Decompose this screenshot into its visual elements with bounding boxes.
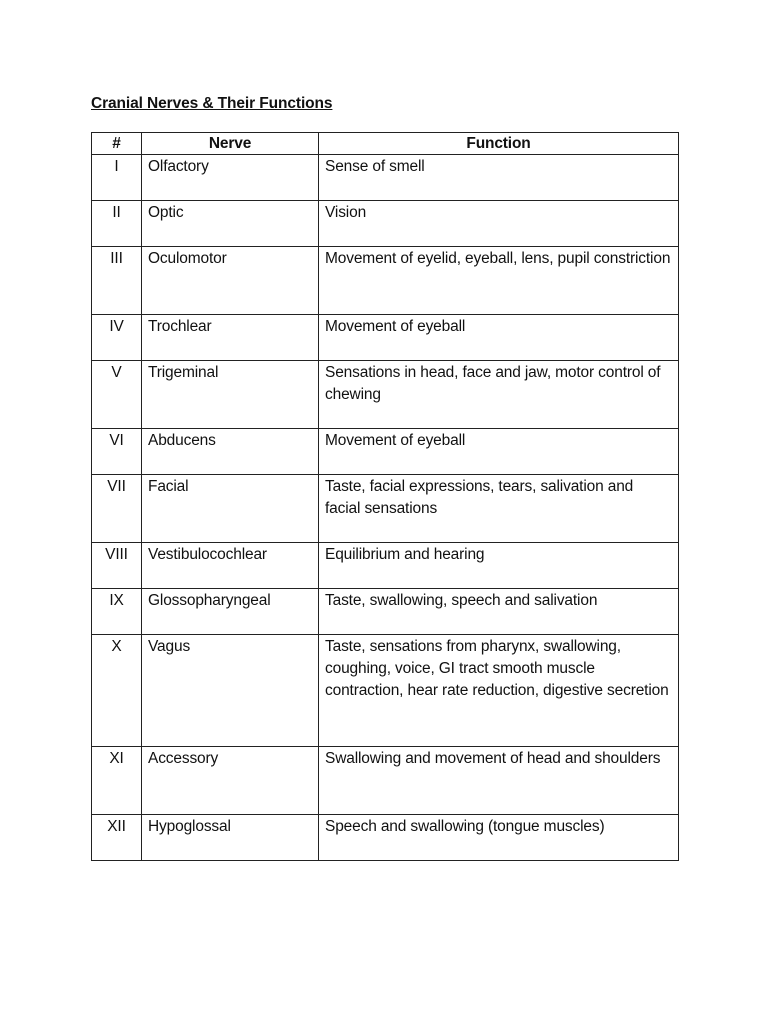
nerve-number: VI xyxy=(92,429,142,475)
nerve-name: Vagus xyxy=(142,635,319,747)
table-row xyxy=(92,155,679,201)
table-row xyxy=(92,201,679,247)
nerve-name: Trigeminal xyxy=(142,361,319,429)
cranial-nerves-table xyxy=(91,132,679,861)
table-header-row xyxy=(92,133,679,155)
nerve-function: Movement of eyeball xyxy=(319,315,679,361)
table-row xyxy=(92,747,679,815)
nerve-name: Optic xyxy=(142,201,319,247)
nerve-function: Taste, sensations from pharynx, swallowing, coughing, voice, GI tract smooth muscle contraction, hear rate reduction, digestive secretion xyxy=(319,635,679,747)
nerve-function: Movement of eyeball xyxy=(319,429,679,475)
nerve-name: Glossopharyngeal xyxy=(142,589,319,635)
nerve-function: Swallowing and movement of head and shoulders xyxy=(319,747,679,815)
nerve-number: II xyxy=(92,201,142,247)
table-row xyxy=(92,815,679,861)
nerve-number: X xyxy=(92,635,142,747)
header-function: Function xyxy=(319,133,679,155)
nerve-name: Olfactory xyxy=(142,155,319,201)
nerve-function: Taste, swallowing, speech and salivation xyxy=(319,589,679,635)
table-row xyxy=(92,429,679,475)
page-title: Cranial Nerves & Their Functions xyxy=(91,95,333,112)
header-nerve: Nerve xyxy=(142,133,319,155)
nerve-name: Hypoglossal xyxy=(142,815,319,861)
nerve-name: Oculomotor xyxy=(142,247,319,315)
table-row xyxy=(92,589,679,635)
table-row xyxy=(92,543,679,589)
table-row xyxy=(92,475,679,543)
nerve-function: Taste, facial expressions, tears, salivation and facial sensations xyxy=(319,475,679,543)
nerve-number: VII xyxy=(92,475,142,543)
nerve-function: Sensations in head, face and jaw, motor control of chewing xyxy=(319,361,679,429)
table-row xyxy=(92,635,679,747)
table-row xyxy=(92,247,679,315)
nerve-number: XII xyxy=(92,815,142,861)
nerve-name: Abducens xyxy=(142,429,319,475)
nerve-number: IV xyxy=(92,315,142,361)
nerve-number: I xyxy=(92,155,142,201)
nerve-name: Facial xyxy=(142,475,319,543)
nerve-function: Speech and swallowing (tongue muscles) xyxy=(319,815,679,861)
table-row xyxy=(92,315,679,361)
table-row xyxy=(92,361,679,429)
header-number: # xyxy=(92,133,142,155)
nerve-name: Trochlear xyxy=(142,315,319,361)
nerve-name: Accessory xyxy=(142,747,319,815)
nerve-number: III xyxy=(92,247,142,315)
nerve-number: VIII xyxy=(92,543,142,589)
nerve-number: V xyxy=(92,361,142,429)
nerve-number: IX xyxy=(92,589,142,635)
nerve-function: Movement of eyelid, eyeball, lens, pupil constriction xyxy=(319,247,679,315)
nerve-name: Vestibulocochlear xyxy=(142,543,319,589)
nerve-function: Vision xyxy=(319,201,679,247)
nerve-number: XI xyxy=(92,747,142,815)
nerve-function: Sense of smell xyxy=(319,155,679,201)
nerve-function: Equilibrium and hearing xyxy=(319,543,679,589)
